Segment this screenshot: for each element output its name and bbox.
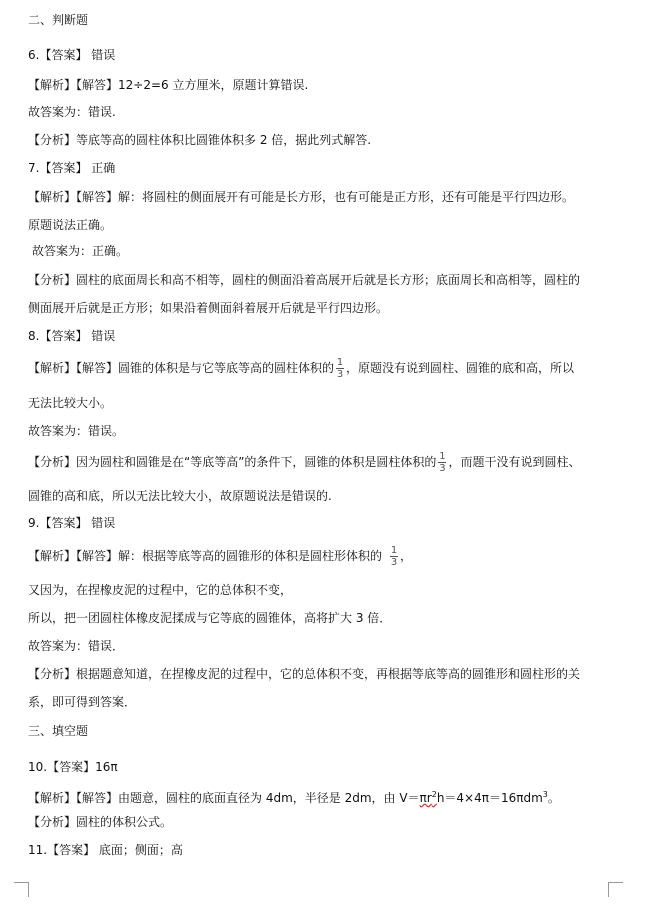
text-segment: ，	[400, 549, 413, 563]
reasoning-line: 【分析】等底等高的圆柱体积比圆锥体积多 2 倍，据此列式解答.	[28, 133, 372, 147]
conclusion-line: 故答案为：错误．	[28, 639, 125, 653]
reasoning-line	[28, 452, 580, 473]
analysis-line	[28, 546, 412, 567]
text-segment: ，原题没有说到圆柱、圆锥的底和高，所以	[346, 361, 575, 375]
formula-pi-r: πr	[419, 791, 432, 805]
answer-line: 9.【答案】 错误	[28, 516, 116, 530]
section-heading: 三、填空题	[28, 724, 89, 738]
answer-line: 11.【答案】 底面；侧面；高	[28, 843, 183, 857]
fraction-denominator: 3	[336, 369, 344, 380]
fraction-one-third	[336, 358, 344, 379]
conclusion-line: 故答案为：错误.	[28, 105, 116, 119]
analysis-line: 无法比较大小。	[28, 396, 113, 410]
superscript: 2	[431, 790, 437, 799]
answer-line: 10.【答案】16π	[28, 760, 118, 774]
fraction-one-third	[438, 452, 446, 473]
fraction-numerator: 1	[439, 451, 446, 462]
fraction-one-third	[390, 546, 398, 567]
text-segment: 。	[547, 791, 560, 805]
conclusion-line: 故答案为：错误。	[28, 424, 125, 438]
fraction-denominator: 3	[390, 557, 398, 568]
analysis-line: 【解析】【解答】12÷2=6 立方厘米，原题计算错误.	[28, 78, 309, 92]
answer-line: 7.【答案】 正确	[28, 161, 116, 175]
reasoning-line: 【分析】圆柱的底面周长和高不相等，圆柱的侧面沿着高展开后就是长方形；底面周长和高相等，圆柱的	[28, 273, 581, 287]
analysis-line: 原题说法正确。	[28, 218, 113, 232]
answer-line: 8.【答案】 错误	[28, 329, 116, 343]
analysis-line	[28, 787, 560, 806]
fraction-denominator: 3	[439, 463, 446, 474]
text-segment: 【解析】【解答】解：根据等底等高的圆锥形的体积是圆柱形体积的	[28, 549, 383, 563]
section-heading: 二、判断题	[28, 13, 89, 27]
answer-line: 6.【答案】 错误	[28, 48, 116, 62]
text-segment: 【分析】因为圆柱和圆锥是在“等底等高”的条件下，圆锥的体积是圆柱体积的	[28, 455, 437, 469]
text-segment: 【解析】【解答】由题意，圆柱的底面直径为 4dm，半径是 2dm，由 V＝	[28, 791, 420, 805]
text-segment: 【解析】【解答】圆锥的体积是与它等底等高的圆柱体积的	[28, 361, 335, 375]
reasoning-line: 系，即可得到答案．	[28, 695, 137, 709]
analysis-line: 又因为，在捏橡皮泥的过程中，它的总体积不变，	[28, 583, 293, 597]
analysis-line	[28, 358, 574, 379]
corner-mark-bottom-left	[14, 882, 29, 897]
fraction-numerator: 1	[390, 545, 398, 556]
reasoning-line: 【分析】根据题意知道，在捏橡皮泥的过程中，它的总体积不变，再根据等底等高的圆锥形和圆柱形的关	[28, 667, 581, 681]
fraction-numerator: 1	[336, 357, 344, 368]
analysis-line: 所以，把一团圆柱体橡皮泥揉成与它等底的圆锥体，高将扩大 3 倍．	[28, 611, 392, 625]
conclusion-line: 故答案为：正确。	[32, 244, 129, 258]
corner-mark-bottom-right	[608, 882, 623, 897]
reasoning-line: 侧面展开后就是正方形；如果沿着侧面斜着展开后就是平行四边形。	[28, 301, 389, 315]
text-segment: ，而题干没有说到圆柱、	[448, 455, 581, 469]
text-segment: h＝4×4π＝16πdm	[436, 791, 543, 805]
superscript: 3	[542, 790, 548, 799]
reasoning-line: 【分析】圆柱的体积公式。	[28, 815, 173, 829]
formula-underlined	[420, 791, 437, 805]
reasoning-line: 圆锥的高和底，所以无法比较大小，故原题说法是错误的.	[28, 489, 332, 503]
analysis-line: 【解析】【解答】解：将圆柱的侧面展开有可能是长方形，也有可能是正方形，还有可能是平行四边形。	[28, 190, 575, 204]
